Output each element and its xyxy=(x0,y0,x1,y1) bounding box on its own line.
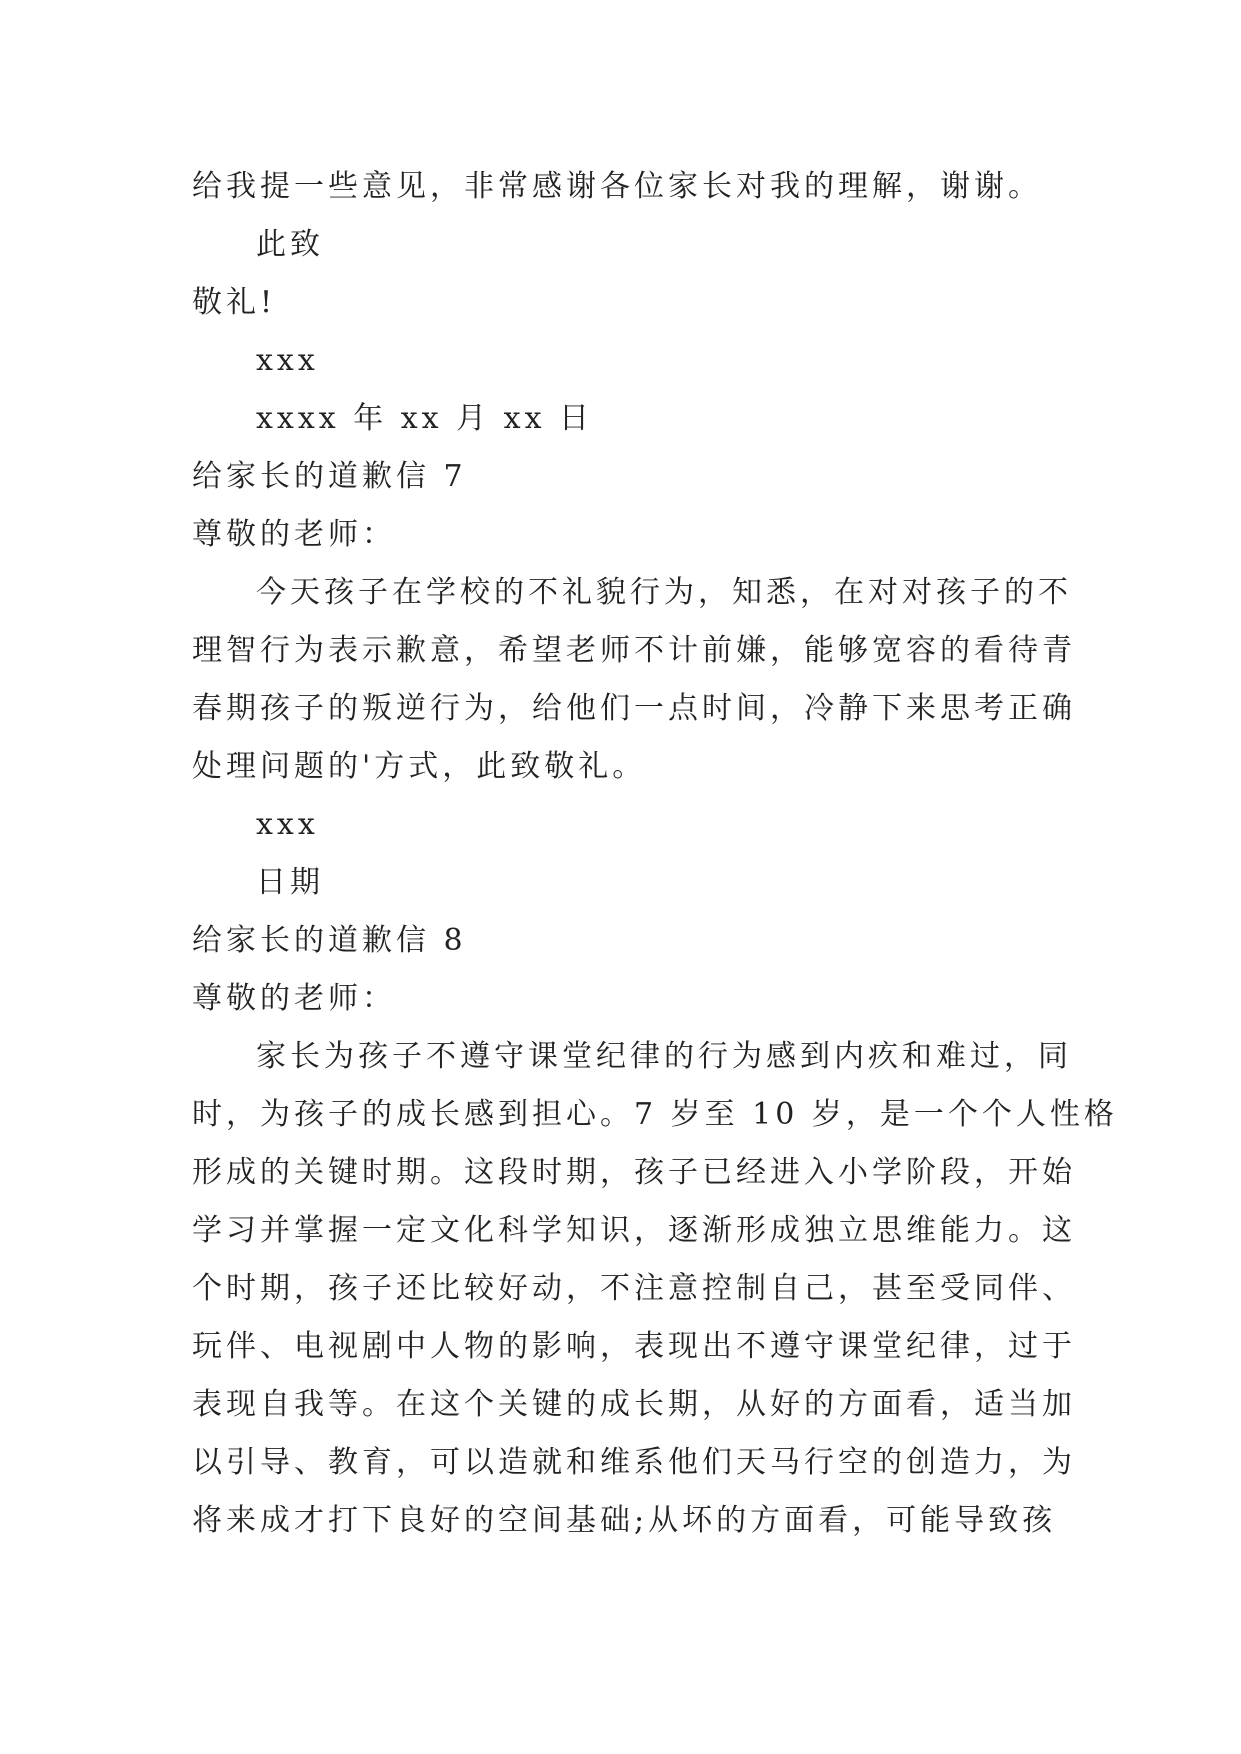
paragraph-line: 玩伴、电视剧中人物的影响，表现出不遵守课堂纪律，过于 xyxy=(192,1329,1076,1364)
paragraph-line: 将来成才打下良好的空间基础;从坏的方面看，可能导致孩 xyxy=(192,1503,1057,1538)
signature-date: 日期 xyxy=(256,865,324,900)
paragraph-line: 春期孩子的叛逆行为，给他们一点时间，冷静下来思考正确 xyxy=(192,691,1076,726)
signature-date: xxxx 年 xx 月 xx 日 xyxy=(256,401,594,436)
closing-salutation: 此致 xyxy=(256,227,324,262)
paragraph-line: 以引导、教育，可以造就和维系他们天马行空的创造力，为 xyxy=(192,1445,1076,1480)
paragraph-line: 今天孩子在学校的不礼貌行为，知悉，在对对孩子的不 xyxy=(256,575,1072,610)
paragraph-line: 时，为孩子的成长感到担心。7 岁至 10 岁，是一个个人性格 xyxy=(192,1097,1118,1132)
paragraph-line: 学习并掌握一定文化科学知识，逐渐形成独立思维能力。这 xyxy=(192,1213,1076,1248)
paragraph-line: 处理问题的'方式，此致敬礼。 xyxy=(192,749,647,784)
text-line: 给我提一些意见，非常感谢各位家长对我的理解，谢谢。 xyxy=(192,169,1042,204)
letter-greeting: 尊敬的老师： xyxy=(192,981,396,1016)
paragraph-line: 表现自我等。在这个关键的成长期，从好的方面看，适当加 xyxy=(192,1387,1076,1422)
paragraph-line: 形成的关键时期。这段时期，孩子已经进入小学阶段，开始 xyxy=(192,1155,1076,1190)
letter-heading: 给家长的道歉信 7 xyxy=(192,459,467,494)
letter-heading: 给家长的道歉信 8 xyxy=(192,923,467,958)
paragraph-line: 理智行为表示歉意，希望老师不计前嫌，能够宽容的看待青 xyxy=(192,633,1076,668)
closing-regards: 敬礼! xyxy=(192,285,277,320)
letter-greeting: 尊敬的老师： xyxy=(192,517,396,552)
signature-name: xxx xyxy=(256,343,319,378)
paragraph-line: 个时期，孩子还比较好动，不注意控制自己，甚至受同伴、 xyxy=(192,1271,1076,1306)
paragraph-line: 家长为孩子不遵守课堂纪律的行为感到内疚和难过，同 xyxy=(256,1039,1072,1074)
signature-name: xxx xyxy=(256,807,319,842)
document-body xyxy=(192,158,1118,1550)
